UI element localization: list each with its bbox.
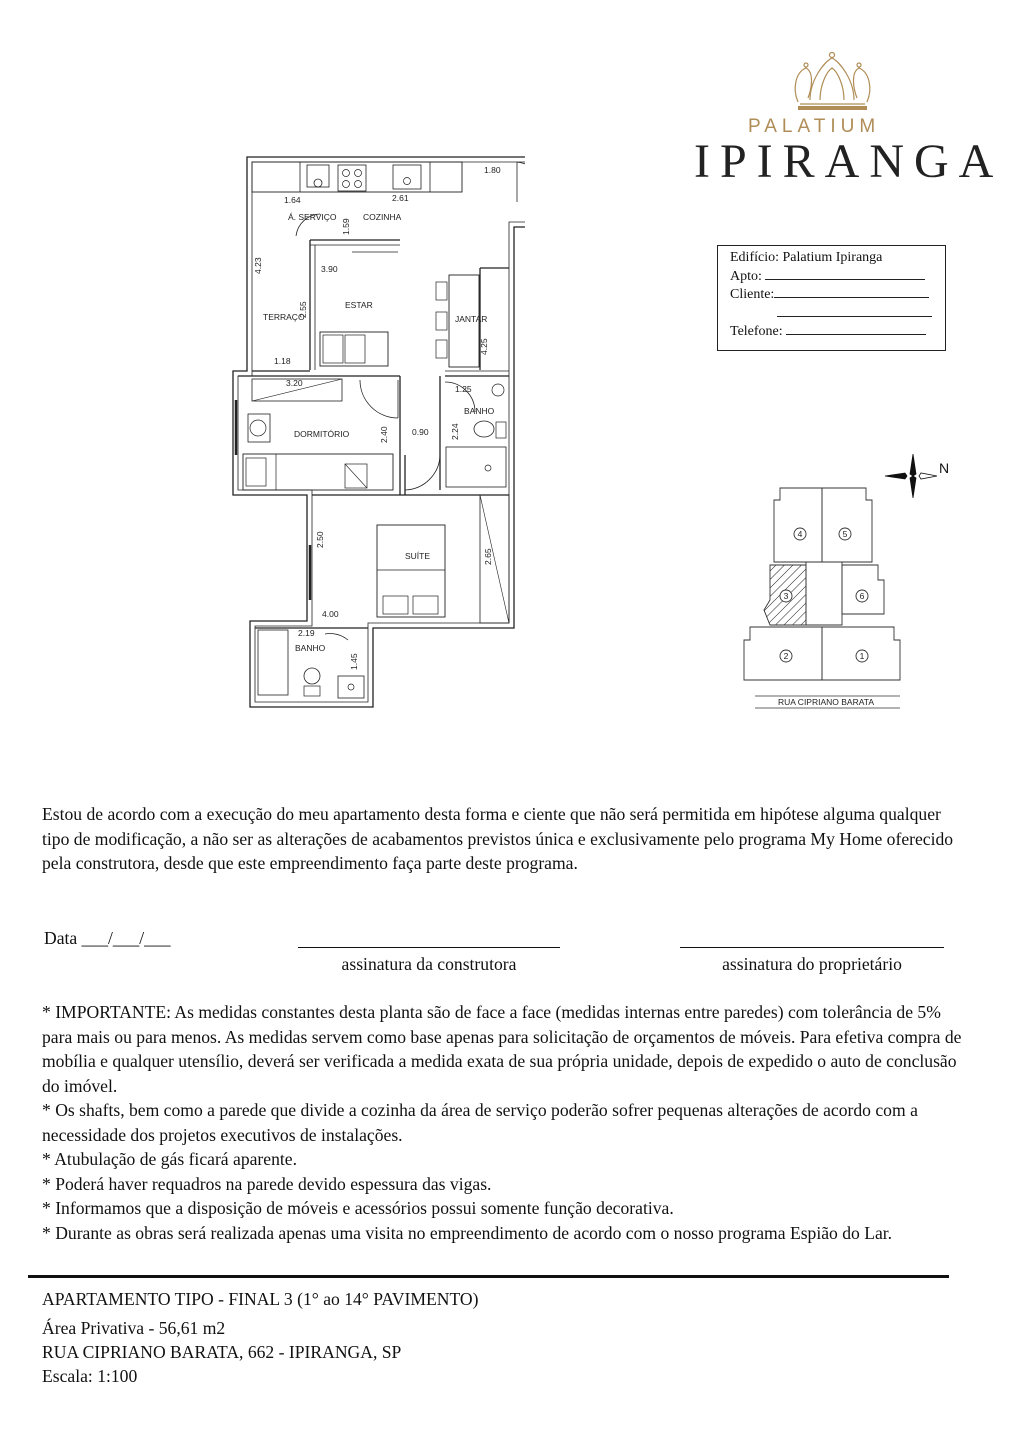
cliente-line <box>730 285 933 304</box>
dim-400: 4.00 <box>322 609 339 619</box>
note-important: * IMPORTANTE: As medidas constantes desta planta são de face a face (medidas internas entre paredes) com tolerância de 5% para mais ou para menos. As medidas servem como base apenas para solicitação de orçamentos de móveis. Para efetiva compra de mobília e qualquer utensílio, deverá ser verificada a medida exata de sua própria unidade, depois de expedido o auto de conclusão do imóvel. <box>42 1002 962 1096</box>
constructor-signature-label: assinatura da construtora <box>341 954 517 974</box>
building-line: Edifício: Palatium Ipiranga <box>730 250 883 265</box>
footer-area: Área Privativa - 56,61 m2 <box>42 1318 226 1338</box>
note-gas: * Atubulação de gás ficará aparente. <box>42 1149 297 1169</box>
telefone-label: Telefone: <box>730 324 783 339</box>
logo-title: IPIRANGA <box>694 135 1004 188</box>
dim-118: 1.18 <box>274 356 291 366</box>
dim-145: 1.45 <box>349 653 359 670</box>
important-notes <box>42 1000 972 1245</box>
room-label-dormitorio: DORMITÓRIO <box>294 429 350 439</box>
floor-plan <box>225 150 525 715</box>
dim-240: 2.40 <box>379 426 389 443</box>
dim-425: 4.25 <box>479 338 489 355</box>
dim-255: 2.55 <box>298 301 308 318</box>
building-block-4 <box>774 488 822 562</box>
room-label-suite: SUÍTE <box>405 551 431 561</box>
crown-logo-icon <box>790 50 875 112</box>
room-label-jantar: JANTAR <box>455 314 488 324</box>
note-visita: * Durante as obras será realizada apenas uma visita no empreendimento de acordo com o nosso programa Espião do Lar. <box>42 1222 893 1243</box>
cliente-blank[interactable] <box>774 285 929 298</box>
dim-224: 2.24 <box>450 423 460 440</box>
dim-261: 2.61 <box>392 193 409 203</box>
agreement-text: Estou de acordo com a execução do meu apartamento desta forma e ciente que não será permitida em hipótese alguma qualquer tipo de modificação, a não ser as alterações de acabamentos previstos única e exclusivamente pelo programa My Home oferecido pela construtora, desde que este empreendimento faça parte deste programa. <box>42 804 954 873</box>
unit-6-label: 6 <box>859 591 865 601</box>
client-info-box <box>717 245 946 351</box>
north-label: N <box>939 460 950 476</box>
dim-390: 3.90 <box>321 264 338 274</box>
dim-159: 1.59 <box>341 218 351 235</box>
telefone-blank[interactable] <box>786 322 926 335</box>
owner-signature-label: assinatura do proprietário <box>722 954 902 974</box>
dim-320: 3.20 <box>286 378 303 388</box>
note-requadros: * Poderá haver requadros na parede devido espessura das vigas. <box>42 1173 492 1194</box>
unit-2-label: 2 <box>783 651 789 661</box>
dim-219: 2.19 <box>298 628 315 638</box>
building-block-5 <box>822 488 872 562</box>
unit-1-label: 1 <box>859 651 865 661</box>
cliente-line-2 <box>730 304 933 323</box>
apto-line <box>730 267 933 286</box>
room-label-cozinha: COZINHA <box>363 212 402 222</box>
cliente-label: Cliente: <box>730 287 775 302</box>
note-moveis: * Informamos que a disposição de móveis e acessórios possui somente função decorativa. <box>42 1198 674 1218</box>
footer-apartment-type: APARTAMENTO TIPO - FINAL 3 (1° ao 14° PAVIMENTO) <box>42 1289 479 1309</box>
street-label: RUA CIPRIANO BARATA <box>777 697 875 707</box>
apto-blank[interactable] <box>765 267 925 280</box>
date-field[interactable]: Data ___/___/___ <box>44 928 171 948</box>
apto-label: Apto: <box>730 268 762 284</box>
note-shafts: * Os shafts, bem como a parede que divide a cozinha da área de serviço poderão sofrer pequenas alterações de acordo com a necessidade dos projetos executivos de instalações. <box>42 1100 918 1145</box>
cliente-blank-2[interactable] <box>777 304 932 317</box>
dim-250: 2.50 <box>315 531 325 548</box>
unit-4-label: 4 <box>797 529 803 539</box>
footer-divider <box>28 1275 949 1278</box>
logo-subtitle: PALATIUM <box>748 116 881 137</box>
footer-scale: Escala: 1:100 <box>42 1366 138 1386</box>
room-label-banho-2: BANHO <box>295 643 326 653</box>
unit-3-label: 3 <box>783 591 789 601</box>
room-label-servico: Á. SERVIÇO <box>288 212 337 222</box>
constructor-signature-line[interactable] <box>298 947 560 948</box>
room-label-terraco: TERRAÇO <box>263 312 305 322</box>
telefone-line <box>730 322 933 341</box>
site-plan <box>735 480 915 715</box>
dim-125: 1.25 <box>455 384 472 394</box>
footer-address: RUA CIPRIANO BARATA, 662 - IPIRANGA, SP <box>42 1342 402 1362</box>
unit-5-label: 5 <box>842 529 848 539</box>
room-label-banho-1: BANHO <box>464 406 495 416</box>
building-block-core <box>806 562 842 625</box>
dim-423: 4.23 <box>253 257 263 274</box>
dim-090: 0.90 <box>412 427 429 437</box>
owner-signature-line[interactable] <box>680 947 944 948</box>
room-label-estar: ESTAR <box>345 300 373 310</box>
dim-164: 1.64 <box>284 195 301 205</box>
dim-180: 1.80 <box>484 165 501 175</box>
dim-265: 2.65 <box>483 548 493 565</box>
building-block-6 <box>842 565 884 614</box>
